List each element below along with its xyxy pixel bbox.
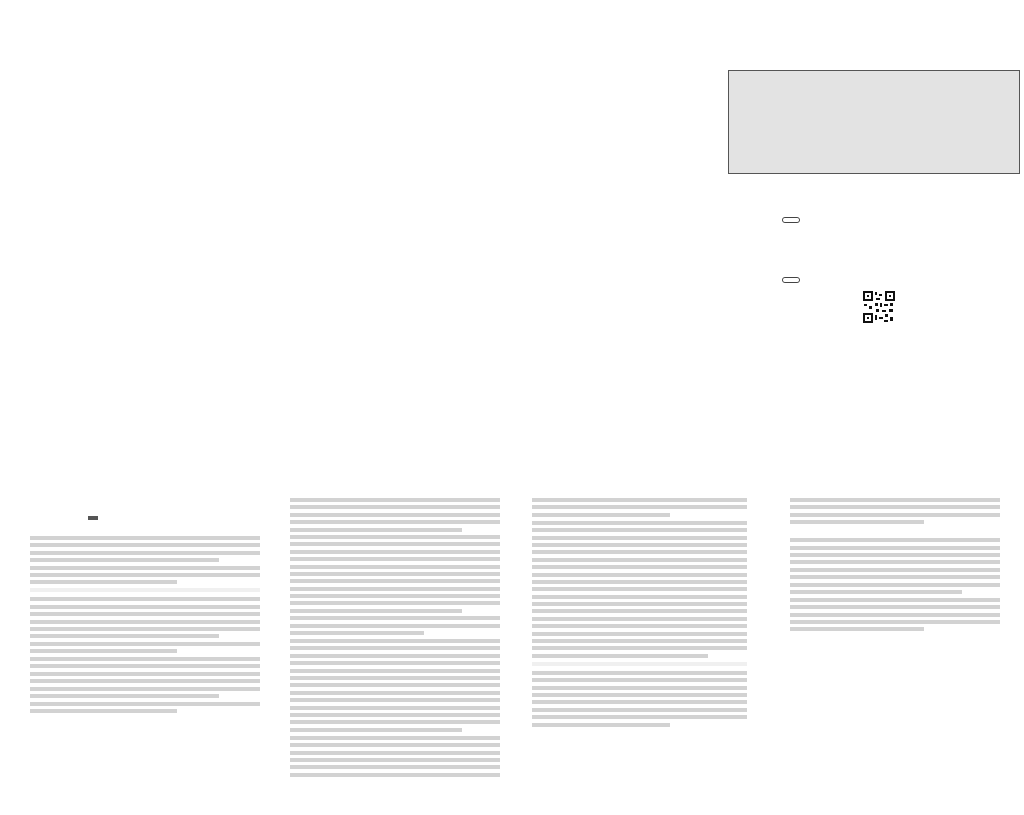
content-page-003 <box>290 490 500 810</box>
case-tag-wrap <box>782 268 800 287</box>
toc-page-right <box>376 24 646 254</box>
toc-page-left <box>14 24 314 254</box>
content-page-002 <box>30 490 260 810</box>
learning-goals-tag <box>782 217 800 223</box>
qr-code-icon[interactable] <box>862 290 896 324</box>
case-intro-tag <box>782 277 800 283</box>
content-page-004 <box>532 490 747 810</box>
content-page-005 <box>790 490 1000 810</box>
chapter-opener-page <box>728 70 1020 362</box>
goals-tag-wrap <box>782 208 800 227</box>
section-heading <box>88 516 260 520</box>
chapter-banner <box>728 70 1020 174</box>
section-number <box>88 516 98 520</box>
subsection-heading <box>30 588 260 592</box>
subsection-heading <box>532 662 747 666</box>
